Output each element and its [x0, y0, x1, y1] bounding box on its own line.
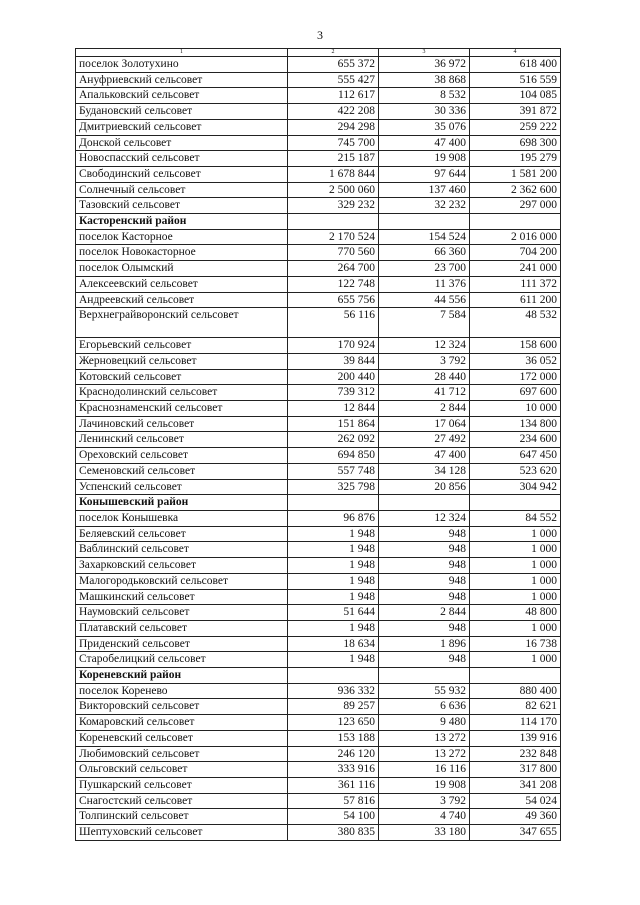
column-3-value: 948 — [379, 558, 470, 574]
column-2-value: 112 617 — [288, 88, 379, 104]
table-row — [76, 104, 561, 120]
column-4-value: 232 848 — [470, 746, 561, 762]
municipality-name: Любимовский сельсовет — [76, 746, 288, 762]
column-3-value: 41 712 — [379, 385, 470, 401]
table-row — [76, 699, 561, 715]
column-4-value: 1 000 — [470, 526, 561, 542]
table-row — [76, 652, 561, 668]
column-2-value: 655 372 — [288, 57, 379, 73]
column-2-value: 294 298 — [288, 119, 379, 135]
municipality-name: Ваблинский сельсовет — [76, 542, 288, 558]
column-2-value: 694 850 — [288, 448, 379, 464]
column-3-value: 154 524 — [379, 229, 470, 245]
municipality-name: Викторовский сельсовет — [76, 699, 288, 715]
table-row — [76, 151, 561, 167]
table-row — [76, 353, 561, 369]
column-2-value: 770 560 — [288, 245, 379, 261]
column-2-value: 56 116 — [288, 308, 379, 338]
column-2-value: 246 120 — [288, 746, 379, 762]
table-row — [76, 198, 561, 214]
column-4-value — [470, 495, 561, 511]
column-number-3: 3 — [379, 49, 470, 57]
municipality-name: Котовский сельсовет — [76, 369, 288, 385]
table-row — [76, 369, 561, 385]
column-4-value: 1 000 — [470, 558, 561, 574]
municipality-name: поселок Олымский — [76, 261, 288, 277]
column-2-value: 329 232 — [288, 198, 379, 214]
column-4-value: 36 052 — [470, 353, 561, 369]
column-4-value: 2 362 600 — [470, 182, 561, 198]
municipality-name: поселок Конышевка — [76, 510, 288, 526]
municipality-name: Малогородьковский сельсовет — [76, 573, 288, 589]
column-4-value: 1 000 — [470, 589, 561, 605]
municipality-name: поселок Золотухино — [76, 57, 288, 73]
table-row — [76, 573, 561, 589]
municipality-name: Краснознаменский сельсовет — [76, 401, 288, 417]
column-4-value: 304 942 — [470, 479, 561, 495]
column-4-value: 48 800 — [470, 605, 561, 621]
column-2-value — [288, 495, 379, 511]
municipality-name: Толпинский сельсовет — [76, 809, 288, 825]
column-2-value: 1 948 — [288, 526, 379, 542]
municipality-name: Приденский сельсовет — [76, 636, 288, 652]
table-row — [76, 605, 561, 621]
column-2-value: 2 500 060 — [288, 182, 379, 198]
column-2-value: 54 100 — [288, 809, 379, 825]
column-2-value: 170 924 — [288, 338, 379, 354]
column-4-value: 611 200 — [470, 292, 561, 308]
municipality-name: Жерновецкий сельсовет — [76, 353, 288, 369]
column-2-value — [288, 668, 379, 684]
municipality-name: Новоспасский сельсовет — [76, 151, 288, 167]
column-3-value: 948 — [379, 589, 470, 605]
column-3-value — [379, 495, 470, 511]
table-row — [76, 338, 561, 354]
column-2-value: 936 332 — [288, 683, 379, 699]
table-row — [76, 636, 561, 652]
column-3-value — [379, 214, 470, 230]
table-row — [76, 308, 561, 338]
column-3-value: 948 — [379, 620, 470, 636]
column-4-value: 880 400 — [470, 683, 561, 699]
municipality-name: Платавский сельсовет — [76, 620, 288, 636]
column-2-value: 262 092 — [288, 432, 379, 448]
column-4-value: 104 085 — [470, 88, 561, 104]
table-row — [76, 432, 561, 448]
column-4-value: 1 000 — [470, 620, 561, 636]
column-number-4: 4 — [470, 49, 561, 57]
column-3-value: 2 844 — [379, 605, 470, 621]
table-row — [76, 385, 561, 401]
column-2-value: 89 257 — [288, 699, 379, 715]
column-4-value: 114 170 — [470, 715, 561, 731]
table-row — [76, 57, 561, 73]
table-row — [76, 542, 561, 558]
table-row — [76, 135, 561, 151]
table-row — [76, 793, 561, 809]
table-row — [76, 448, 561, 464]
column-3-value: 27 492 — [379, 432, 470, 448]
municipality-name: Ольговский сельсовет — [76, 762, 288, 778]
column-3-value: 19 908 — [379, 151, 470, 167]
municipality-name: Тазовский сельсовет — [76, 198, 288, 214]
column-4-value: 697 600 — [470, 385, 561, 401]
column-4-value: 516 559 — [470, 72, 561, 88]
table-row — [76, 620, 561, 636]
municipality-name: Снагостский сельсовет — [76, 793, 288, 809]
column-2-value: 200 440 — [288, 369, 379, 385]
column-3-value: 8 532 — [379, 88, 470, 104]
column-4-value: 1 000 — [470, 542, 561, 558]
column-3-value: 948 — [379, 652, 470, 668]
column-2-value: 18 634 — [288, 636, 379, 652]
municipality-name: Семеновский сельсовет — [76, 463, 288, 479]
column-3-value: 36 972 — [379, 57, 470, 73]
column-4-value: 172 000 — [470, 369, 561, 385]
municipality-name: Апальковский сельсовет — [76, 88, 288, 104]
table-row — [76, 229, 561, 245]
district-row — [76, 214, 561, 230]
column-2-value: 361 116 — [288, 777, 379, 793]
column-2-value: 1 948 — [288, 652, 379, 668]
column-2-value: 655 756 — [288, 292, 379, 308]
column-3-value: 137 460 — [379, 182, 470, 198]
column-3-value: 30 336 — [379, 104, 470, 120]
column-2-value: 739 312 — [288, 385, 379, 401]
table-row — [76, 762, 561, 778]
column-2-value: 151 864 — [288, 416, 379, 432]
column-3-value: 7 584 — [379, 308, 470, 338]
table-row — [76, 683, 561, 699]
table-header — [76, 49, 561, 57]
column-4-value: 647 450 — [470, 448, 561, 464]
column-4-value: 48 532 — [470, 308, 561, 338]
municipality-name: Наумовский сельсовет — [76, 605, 288, 621]
table-row — [76, 416, 561, 432]
column-3-value: 2 844 — [379, 401, 470, 417]
column-4-value: 234 600 — [470, 432, 561, 448]
column-3-value: 948 — [379, 542, 470, 558]
column-4-value: 241 000 — [470, 261, 561, 277]
municipality-name: Старобелицкий сельсовет — [76, 652, 288, 668]
municipality-name: Конышевский район — [76, 495, 288, 511]
column-4-value — [470, 668, 561, 684]
municipality-name: Донской сельсовет — [76, 135, 288, 151]
column-4-value: 2 016 000 — [470, 229, 561, 245]
column-3-value: 16 116 — [379, 762, 470, 778]
table-row — [76, 589, 561, 605]
table-row — [76, 292, 561, 308]
municipality-name: Егорьевский сельсовет — [76, 338, 288, 354]
column-2-value: 122 748 — [288, 276, 379, 292]
column-3-value: 13 272 — [379, 730, 470, 746]
column-3-value: 66 360 — [379, 245, 470, 261]
column-4-value: 195 279 — [470, 151, 561, 167]
page-number: 3 — [317, 28, 323, 42]
municipality-name: Шептуховский сельсовет — [76, 825, 288, 841]
district-row — [76, 668, 561, 684]
column-3-value: 19 908 — [379, 777, 470, 793]
column-3-value: 35 076 — [379, 119, 470, 135]
column-3-value: 55 932 — [379, 683, 470, 699]
column-3-value: 3 792 — [379, 793, 470, 809]
column-3-value: 32 232 — [379, 198, 470, 214]
column-3-value: 97 644 — [379, 166, 470, 182]
column-2-value: 380 835 — [288, 825, 379, 841]
table-row — [76, 401, 561, 417]
municipality-name: Андреевский сельсовет — [76, 292, 288, 308]
municipality-name: Кореневский район — [76, 668, 288, 684]
table-row — [76, 809, 561, 825]
column-4-value: 341 208 — [470, 777, 561, 793]
table-body — [76, 57, 561, 841]
column-4-value: 139 916 — [470, 730, 561, 746]
column-3-value: 28 440 — [379, 369, 470, 385]
column-2-value: 123 650 — [288, 715, 379, 731]
column-4-value: 158 600 — [470, 338, 561, 354]
municipality-name: поселок Коренево — [76, 683, 288, 699]
column-4-value — [470, 214, 561, 230]
column-4-value: 10 000 — [470, 401, 561, 417]
table-row — [76, 245, 561, 261]
table-row — [76, 119, 561, 135]
column-2-value: 2 170 524 — [288, 229, 379, 245]
column-4-value: 1 581 200 — [470, 166, 561, 182]
column-2-value: 12 844 — [288, 401, 379, 417]
column-2-value: 422 208 — [288, 104, 379, 120]
column-4-value: 618 400 — [470, 57, 561, 73]
column-2-value: 1 948 — [288, 620, 379, 636]
municipality-name: Будановский сельсовет — [76, 104, 288, 120]
municipality-name: Беляевский сельсовет — [76, 526, 288, 542]
column-3-value: 12 324 — [379, 510, 470, 526]
column-2-value: 557 748 — [288, 463, 379, 479]
column-3-value: 44 556 — [379, 292, 470, 308]
column-3-value: 948 — [379, 526, 470, 542]
municipality-name: Верхнеграйворонский сельсовет — [76, 308, 288, 338]
column-number-2: 2 — [288, 49, 379, 57]
column-2-value: 96 876 — [288, 510, 379, 526]
table-row — [76, 825, 561, 841]
column-number-row — [76, 49, 561, 57]
table-row — [76, 715, 561, 731]
column-3-value: 20 856 — [379, 479, 470, 495]
column-4-value: 259 222 — [470, 119, 561, 135]
column-3-value: 1 896 — [379, 636, 470, 652]
column-3-value: 17 064 — [379, 416, 470, 432]
column-4-value: 391 872 — [470, 104, 561, 120]
municipality-name: Ануфриевский сельсовет — [76, 72, 288, 88]
column-4-value: 84 552 — [470, 510, 561, 526]
municipality-name: Ореховский сельсовет — [76, 448, 288, 464]
municipality-name: Захарковский сельсовет — [76, 558, 288, 574]
municipality-name: Пушкарский сельсовет — [76, 777, 288, 793]
table-row — [76, 730, 561, 746]
municipality-name: поселок Касторное — [76, 229, 288, 245]
column-3-value: 47 400 — [379, 135, 470, 151]
municipality-name: Касторенский район — [76, 214, 288, 230]
municipality-name: Алексеевский сельсовет — [76, 276, 288, 292]
column-3-value: 3 792 — [379, 353, 470, 369]
table-row — [76, 526, 561, 542]
column-4-value: 698 300 — [470, 135, 561, 151]
column-3-value: 12 324 — [379, 338, 470, 354]
table-row — [76, 777, 561, 793]
column-3-value: 4 740 — [379, 809, 470, 825]
municipality-name: Дмитриевский сельсовет — [76, 119, 288, 135]
municipality-name: поселок Новокасторное — [76, 245, 288, 261]
table-row — [76, 261, 561, 277]
table-row — [76, 510, 561, 526]
district-row — [76, 495, 561, 511]
column-4-value: 16 738 — [470, 636, 561, 652]
column-2-value: 1 948 — [288, 558, 379, 574]
column-2-value: 57 816 — [288, 793, 379, 809]
column-3-value: 13 272 — [379, 746, 470, 762]
column-4-value: 82 621 — [470, 699, 561, 715]
column-4-value: 49 360 — [470, 809, 561, 825]
column-4-value: 317 800 — [470, 762, 561, 778]
column-2-value: 153 188 — [288, 730, 379, 746]
column-2-value: 325 798 — [288, 479, 379, 495]
municipality-name: Свободинский сельсовет — [76, 166, 288, 182]
municipality-name: Лачиновский сельсовет — [76, 416, 288, 432]
column-2-value: 1 948 — [288, 542, 379, 558]
table-row — [76, 88, 561, 104]
municipality-name: Краснодолинский сельсовет — [76, 385, 288, 401]
column-2-value: 745 700 — [288, 135, 379, 151]
table-row — [76, 276, 561, 292]
table-row — [76, 166, 561, 182]
column-2-value: 264 700 — [288, 261, 379, 277]
column-2-value — [288, 214, 379, 230]
column-2-value: 1 948 — [288, 573, 379, 589]
municipality-name: Успенский сельсовет — [76, 479, 288, 495]
column-2-value: 215 187 — [288, 151, 379, 167]
table-row — [76, 558, 561, 574]
column-number-1: 1 — [76, 49, 288, 57]
column-3-value: 9 480 — [379, 715, 470, 731]
budget-table — [75, 48, 561, 841]
municipality-name: Солнечный сельсовет — [76, 182, 288, 198]
table-row — [76, 746, 561, 762]
municipality-name: Машкинский сельсовет — [76, 589, 288, 605]
column-4-value: 54 024 — [470, 793, 561, 809]
column-4-value: 704 200 — [470, 245, 561, 261]
column-2-value: 1 948 — [288, 589, 379, 605]
column-2-value: 51 644 — [288, 605, 379, 621]
column-2-value: 1 678 844 — [288, 166, 379, 182]
column-3-value: 33 180 — [379, 825, 470, 841]
column-2-value: 39 844 — [288, 353, 379, 369]
table-row — [76, 182, 561, 198]
column-2-value: 333 916 — [288, 762, 379, 778]
table-row — [76, 479, 561, 495]
column-3-value: 11 376 — [379, 276, 470, 292]
column-3-value: 23 700 — [379, 261, 470, 277]
table-row — [76, 463, 561, 479]
column-2-value: 555 427 — [288, 72, 379, 88]
column-3-value: 6 636 — [379, 699, 470, 715]
municipality-name: Комаровский сельсовет — [76, 715, 288, 731]
column-4-value: 134 800 — [470, 416, 561, 432]
municipality-name: Ленинский сельсовет — [76, 432, 288, 448]
column-4-value: 1 000 — [470, 573, 561, 589]
column-3-value: 948 — [379, 573, 470, 589]
column-3-value — [379, 668, 470, 684]
column-3-value: 47 400 — [379, 448, 470, 464]
table-row — [76, 72, 561, 88]
column-4-value: 523 620 — [470, 463, 561, 479]
column-4-value: 1 000 — [470, 652, 561, 668]
column-4-value: 297 000 — [470, 198, 561, 214]
column-4-value: 111 372 — [470, 276, 561, 292]
municipality-name: Кореневский сельсовет — [76, 730, 288, 746]
column-3-value: 34 128 — [379, 463, 470, 479]
column-3-value: 38 868 — [379, 72, 470, 88]
column-4-value: 347 655 — [470, 825, 561, 841]
